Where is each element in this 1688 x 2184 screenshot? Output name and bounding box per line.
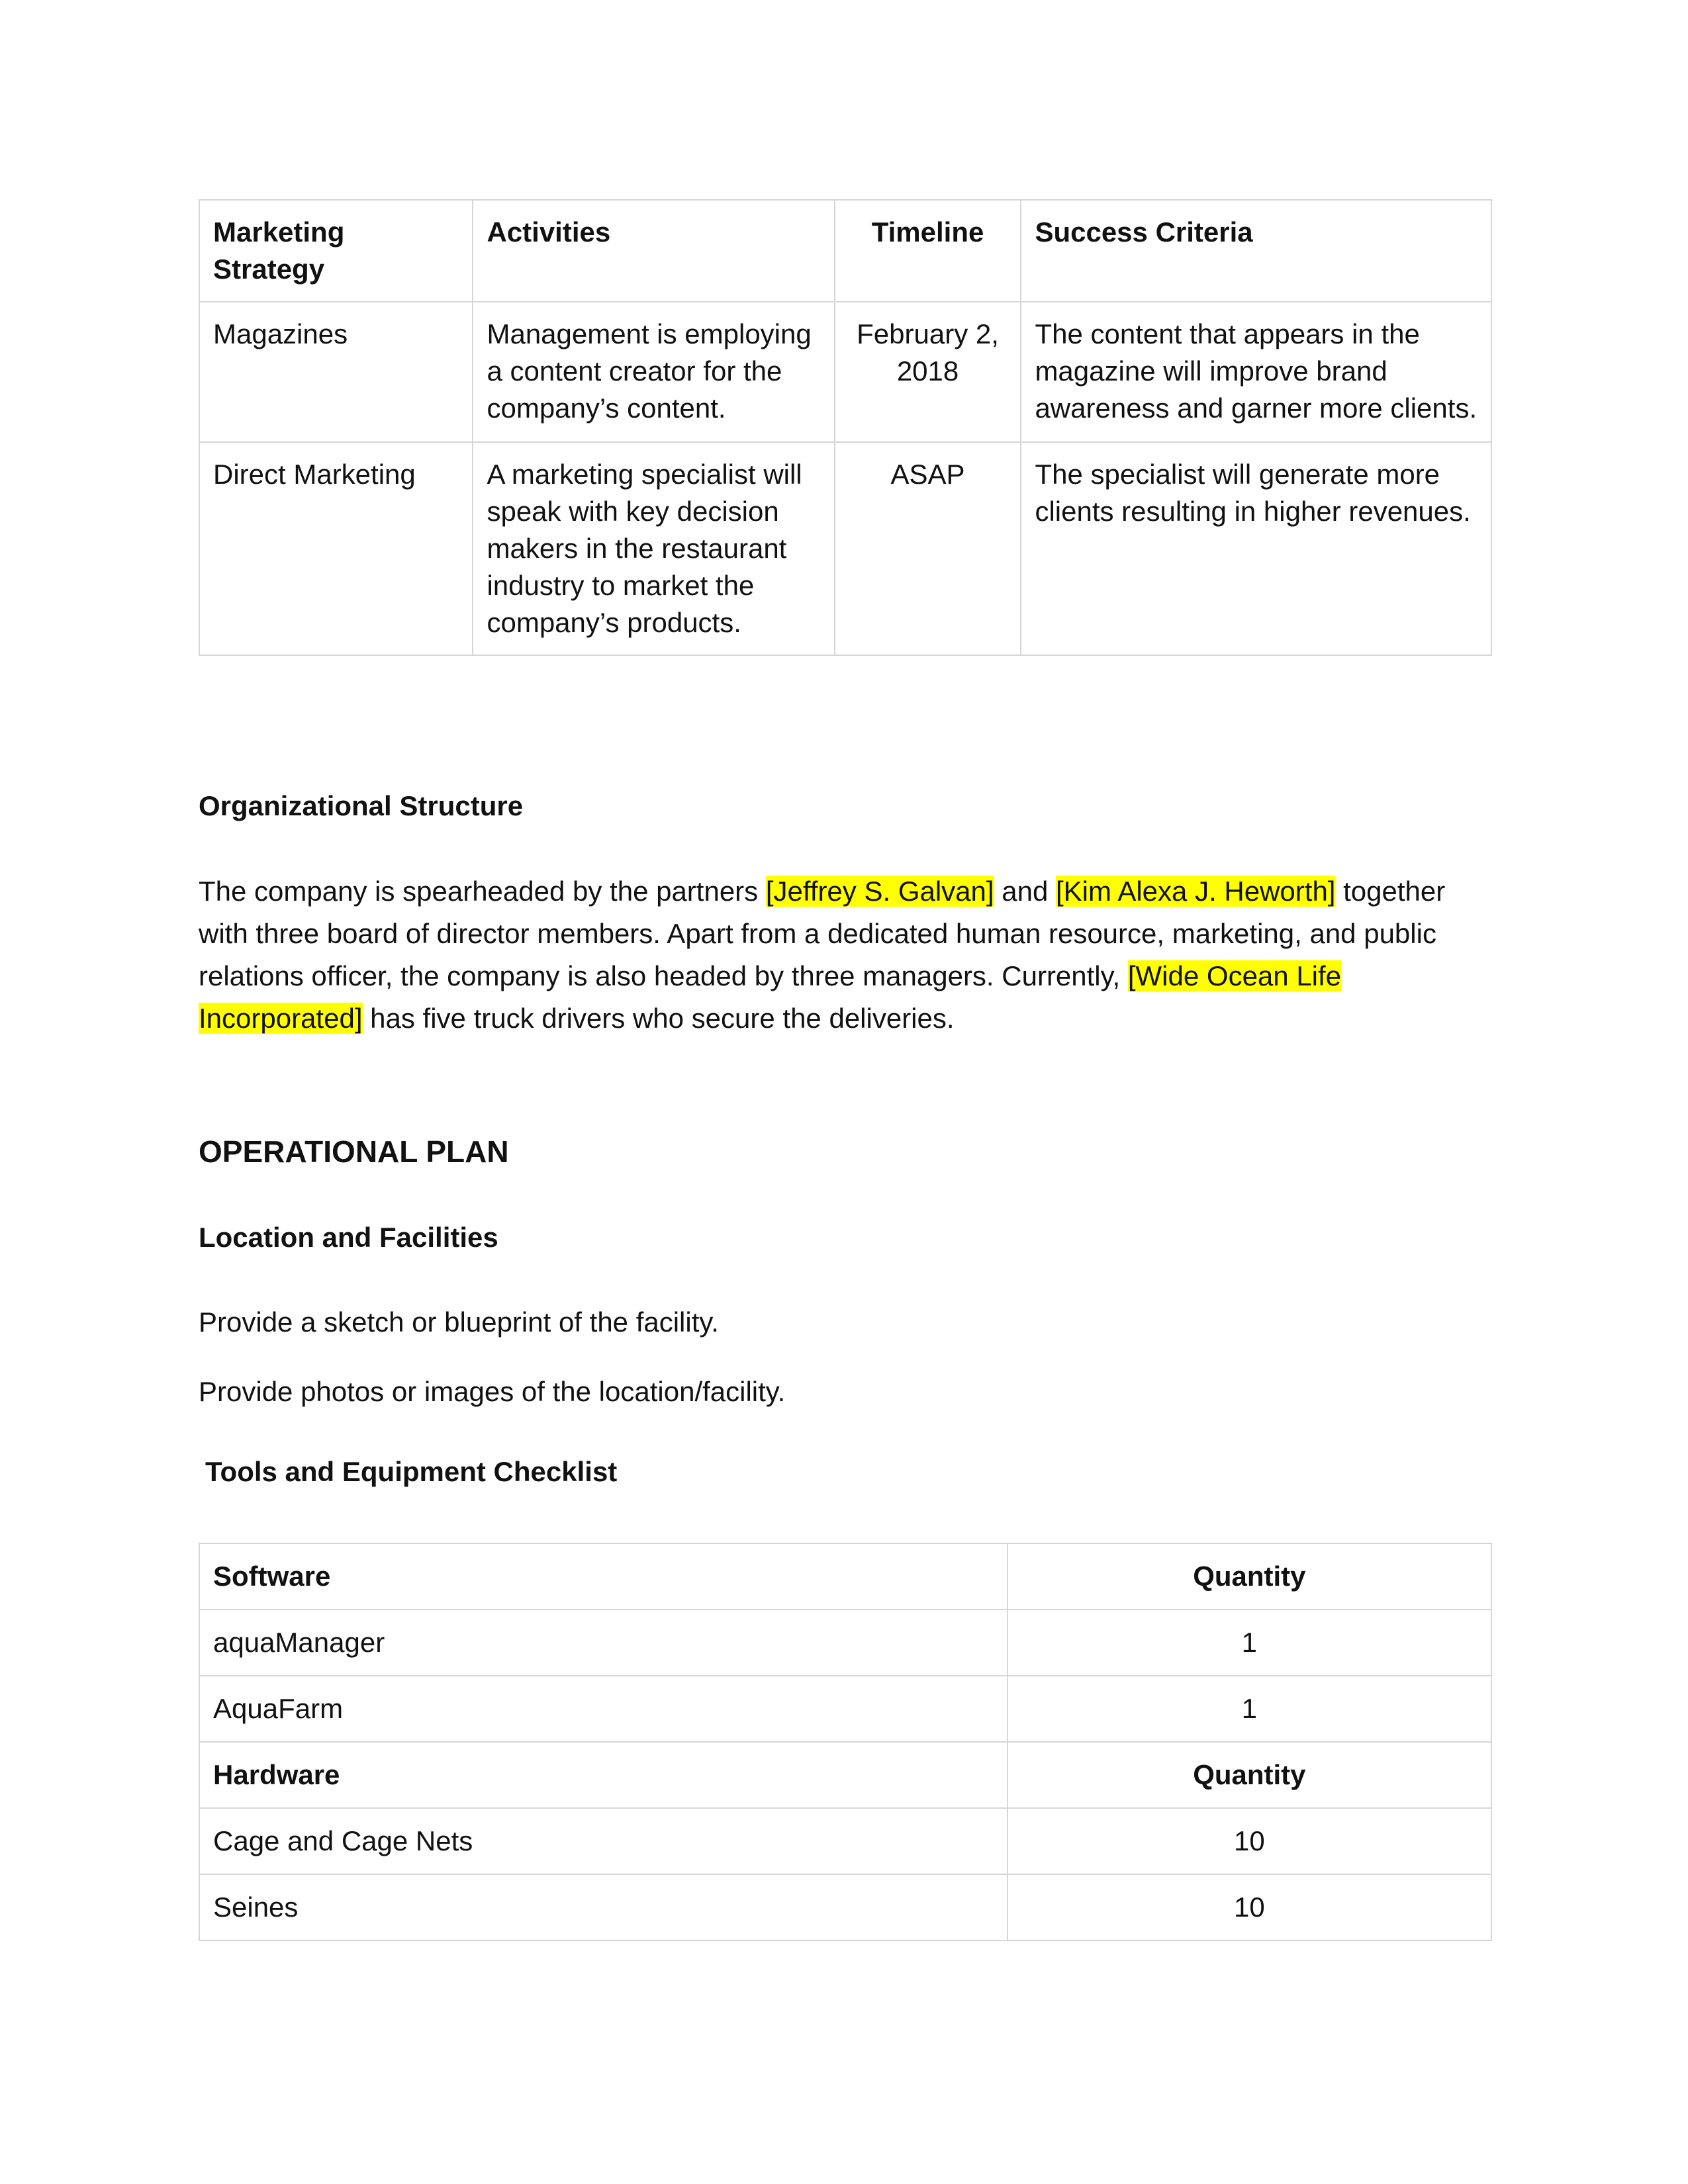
highlighted-partner-name: [Jeffrey S. Galvan] xyxy=(765,876,994,907)
item-quantity-cell: 1 xyxy=(1008,1610,1491,1676)
paragraph-text: has five truck drivers who secure the deliveries. xyxy=(362,1003,955,1034)
strategy-cell: Direct Marketing xyxy=(199,442,473,655)
software-header: Software xyxy=(199,1543,1008,1610)
table-row xyxy=(199,1808,1491,1874)
quantity-header: Quantity xyxy=(1008,1543,1491,1610)
tools-equipment-table xyxy=(199,1543,1492,1941)
paragraph-text: The company is spearheaded by the partners xyxy=(199,876,766,907)
column-header-timeline: Timeline xyxy=(835,200,1021,302)
highlighted-partner-name: [Kim Alexa J. Heworth] xyxy=(1055,876,1336,907)
column-header-success-criteria: Success Criteria xyxy=(1021,200,1491,302)
table-row xyxy=(199,442,1491,655)
column-header-activities: Activities xyxy=(473,200,834,302)
table-row xyxy=(199,1874,1491,1940)
instruction-line: Provide a sketch or blueprint of the facility. xyxy=(199,1306,719,1338)
paragraph-text: and xyxy=(994,876,1056,907)
marketing-strategy-table xyxy=(199,199,1492,656)
item-quantity-cell: 1 xyxy=(1008,1676,1491,1742)
org-structure-heading: Organizational Structure xyxy=(199,790,524,821)
item-quantity-cell: 10 xyxy=(1008,1874,1491,1940)
item-name-cell: Seines xyxy=(199,1874,1008,1940)
timeline-cell: February 2, 2018 xyxy=(835,302,1021,442)
success-criteria-cell: The content that appears in the magazine will improve brand awareness and garner more clients. xyxy=(1021,302,1491,442)
highlighted-company-name: [Wide Ocean Life Incorporated] xyxy=(199,960,1342,1034)
item-name-cell: Cage and Cage Nets xyxy=(199,1808,1008,1874)
hardware-header: Hardware xyxy=(199,1742,1008,1808)
table-header-row xyxy=(199,1543,1491,1610)
table-row xyxy=(199,1610,1491,1676)
table-header-row xyxy=(199,1742,1491,1808)
table-row xyxy=(199,1676,1491,1742)
paragraph-text: together with three board of director members. Apart from a dedicated human resource, marketing, and public relations officer, the company is also headed by three managers. Currently, xyxy=(199,876,1446,991)
activities-cell: Management is employing a content creator for the company’s content. xyxy=(473,302,834,442)
item-quantity-cell: 10 xyxy=(1008,1808,1491,1874)
table-header-row xyxy=(199,200,1491,302)
timeline-cell: ASAP xyxy=(835,442,1021,655)
location-facilities-heading: Location and Facilities xyxy=(199,1222,498,1253)
column-header-marketing-strategy: Marketing Strategy xyxy=(199,200,473,302)
quantity-header: Quantity xyxy=(1008,1742,1491,1808)
item-name-cell: aquaManager xyxy=(199,1610,1008,1676)
item-name-cell: AquaFarm xyxy=(199,1676,1008,1742)
strategy-cell: Magazines xyxy=(199,302,473,442)
table-row xyxy=(199,302,1491,442)
tools-checklist-heading: Tools and Equipment Checklist xyxy=(205,1456,618,1487)
success-criteria-cell: The specialist will generate more clients resulting in higher revenues. xyxy=(1021,442,1491,655)
org-structure-paragraph xyxy=(199,870,1496,1040)
instruction-line: Provide photos or images of the location/facility. xyxy=(199,1376,786,1407)
operational-plan-heading: OPERATIONAL PLAN xyxy=(199,1134,509,1169)
activities-cell: A marketing specialist will speak with key decision makers in the restaurant industry to market the company’s products. xyxy=(473,442,834,655)
